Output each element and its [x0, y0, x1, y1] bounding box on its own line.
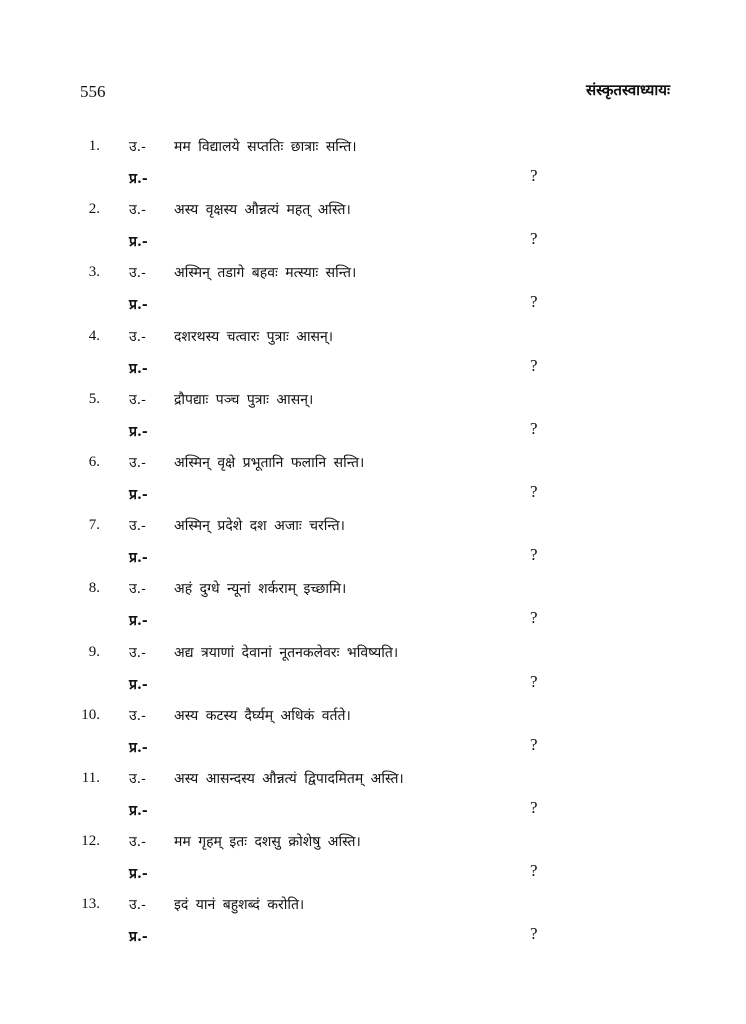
answer-marker: उ.- — [129, 328, 146, 345]
exercise-number: 2. — [88, 201, 100, 218]
question-marker: प्र.- — [129, 550, 148, 567]
question-marker: प्र.- — [129, 171, 148, 187]
answer-marker: उ.- — [129, 518, 146, 535]
question-mark: ? — [530, 482, 538, 501]
exercise-number: 1. — [88, 138, 100, 154]
question-mark: ? — [530, 734, 538, 754]
answer-sentence: अस्मिन् प्रदेशे दश अजाः चरन्ति। — [174, 518, 345, 535]
answer-sentence: द्रौपद्याः पञ्च पुत्राः आसन्। — [174, 391, 314, 408]
answer-marker: उ.- — [129, 139, 146, 155]
question-marker: प्र.- — [129, 360, 148, 377]
answer-marker: उ.- — [129, 834, 146, 851]
question-marker: प्र.- — [129, 487, 148, 503]
question-mark: ? — [530, 355, 538, 375]
answer-sentence: अस्मिन् वृक्षे प्रभूतानि फलानि सन्ति। — [174, 455, 365, 471]
exercise-number: 10. — [81, 706, 100, 723]
question-mark: ? — [530, 545, 538, 565]
question-marker: प्र.- — [129, 866, 148, 883]
question-marker: प्र.- — [129, 613, 148, 630]
answer-sentence: इदं यानं बहुशब्दं करोति। — [174, 897, 305, 914]
exercise-number: 13. — [81, 896, 100, 913]
question-marker: प्र.- — [129, 929, 148, 946]
question-mark: ? — [530, 798, 538, 817]
answer-marker: उ.- — [129, 391, 146, 408]
answer-marker: उ.- — [129, 202, 146, 219]
exercise-number: 12. — [81, 833, 100, 850]
question-mark: ? — [530, 418, 538, 438]
answer-marker: उ.- — [129, 897, 146, 914]
running-title: संस्कृतस्वाध्यायः — [585, 81, 670, 99]
answer-sentence: अस्य वृक्षस्य औन्नत्यं महत् अस्ति। — [174, 202, 351, 219]
exercise-number: 4. — [88, 327, 100, 344]
exercise-number: 5. — [88, 390, 100, 407]
answer-marker: उ.- — [129, 707, 146, 724]
exercise-number: 7. — [88, 517, 100, 534]
exercise-number: 8. — [88, 580, 100, 597]
answer-marker: उ.- — [129, 265, 146, 282]
question-mark: ? — [530, 292, 538, 312]
answer-marker: उ.- — [129, 644, 146, 661]
question-marker: प्र.- — [129, 297, 148, 314]
question-marker: प्र.- — [129, 423, 148, 440]
question-marker: प्र.- — [129, 803, 148, 819]
question-mark: ? — [530, 861, 538, 881]
question-mark: ? — [530, 671, 538, 691]
exercise-number: 11. — [81, 770, 100, 786]
question-marker: प्र.- — [129, 234, 148, 251]
answer-marker: उ.- — [129, 581, 146, 598]
question-marker: प्र.- — [129, 676, 148, 693]
answer-sentence: अद्य त्रयाणां देवानां नूतनकलेवरः भविष्यति। — [174, 644, 399, 661]
answer-sentence: मम गृहम् इतः दशसु क्रोशेषु अस्ति। — [174, 834, 361, 851]
answer-sentence: अस्य आसन्दस्य औन्नत्यं द्विपादमितम् अस्ति। — [174, 771, 404, 787]
answer-marker: उ.- — [129, 455, 146, 471]
page-number: 556 — [80, 82, 106, 101]
answer-sentence: दशरथस्य चत्वारः पुत्राः आसन्। — [174, 328, 334, 345]
answer-sentence: अस्मिन् तडागे बहवः मत्स्याः सन्ति। — [174, 265, 357, 282]
answer-sentence: अस्य कटस्य दैर्घ्यम् अधिकं वर्तते। — [174, 707, 351, 724]
answer-sentence: मम विद्यालये सप्ततिः छात्राः सन्ति। — [174, 139, 357, 155]
question-marker: प्र.- — [129, 739, 148, 756]
exercise-number: 6. — [88, 454, 100, 470]
answer-sentence: अहं दुग्धे न्यूनां शर्कराम् इच्छामि। — [174, 581, 347, 598]
exercise-number: 3. — [88, 264, 100, 281]
question-mark: ? — [530, 608, 538, 628]
answer-marker: उ.- — [129, 771, 146, 787]
exercise-number: 9. — [88, 643, 100, 660]
question-mark: ? — [530, 166, 538, 185]
question-mark: ? — [530, 924, 538, 944]
question-mark: ? — [530, 229, 538, 249]
